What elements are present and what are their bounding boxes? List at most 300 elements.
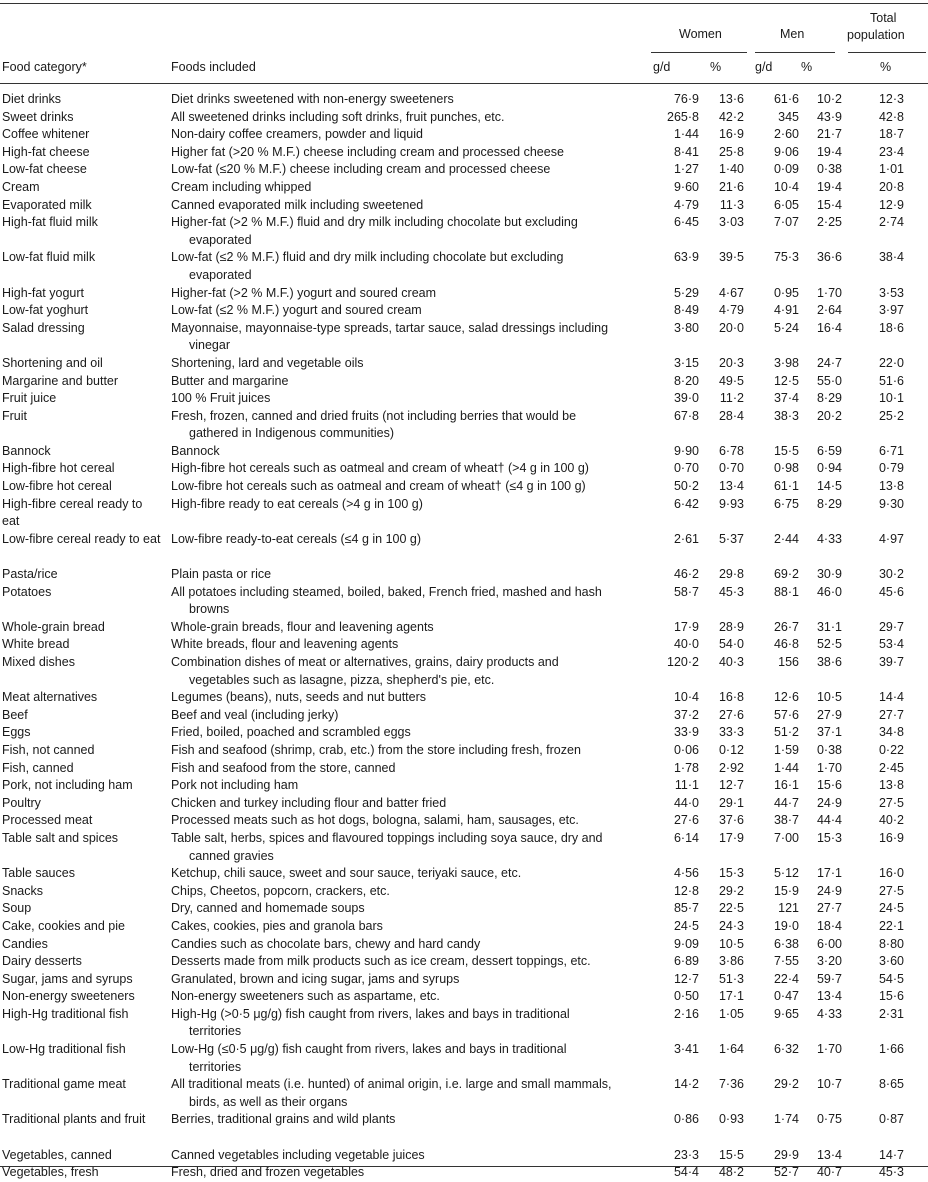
food-category-cell: Eggs [2, 725, 31, 740]
foods-included-line1: Non-energy sweeteners such as aspartame, etc. [171, 989, 440, 1004]
food-category-cell: Low-fat cheese [2, 162, 87, 177]
men-pct-cell: 13·4 [816, 1147, 842, 1162]
table-row [0, 830, 928, 865]
women-pct-cell: 15·3 [718, 866, 744, 881]
total-pct-cell: 51·6 [878, 373, 904, 388]
men-pct-cell: 20·2 [816, 408, 842, 423]
table-row [0, 566, 928, 584]
women-pct-cell: 13·6 [718, 92, 744, 106]
men-pct-cell: 37·1 [816, 725, 842, 740]
foods-included-cell [171, 936, 649, 954]
total-pct-cell: 42·8 [878, 109, 904, 124]
men-gd-cell: 15·5 [773, 443, 799, 458]
men-pct-cell: 15·6 [816, 778, 842, 793]
total-pct-cell: 12·9 [878, 197, 904, 212]
men-pct-cell: 27·9 [816, 707, 842, 722]
header-women-pct: % [710, 60, 722, 74]
foods-included-cell [171, 443, 649, 461]
men-pct-cell: 44·4 [816, 813, 842, 828]
women-gd-cell: 9·90 [673, 443, 699, 458]
women-pct-cell: 40·3 [718, 655, 744, 669]
women-pct-cell: 29·8 [718, 567, 744, 582]
men-gd-cell: 0·95 [773, 285, 799, 300]
table-row [0, 373, 928, 391]
table-row [0, 883, 928, 901]
table-row [0, 971, 928, 989]
total-pct-cell: 25·2 [878, 408, 904, 423]
women-gd-cell: 67·8 [673, 408, 699, 423]
foods-included-cell [171, 1147, 649, 1165]
foods-included-line1: All potatoes including steamed, boiled, baked, French fried, mashed and hash [171, 584, 602, 599]
men-gd-cell: 1·44 [773, 760, 799, 775]
women-gd-cell: 6·42 [673, 496, 699, 511]
women-pct-cell: 20·0 [718, 320, 744, 335]
total-pct-cell: 3·97 [878, 303, 904, 318]
total-pct-cell: 53·4 [878, 637, 904, 652]
women-pct-cell: 1·05 [718, 1006, 744, 1021]
table-row [0, 460, 928, 478]
food-category-cell: Fish, not canned [2, 742, 95, 757]
foods-included-cell [171, 900, 649, 918]
women-pct-cell: 27·6 [718, 707, 744, 722]
women-pct-cell: 16·9 [718, 127, 744, 142]
foods-included-cell [171, 953, 649, 971]
foods-included-line1: Table salt, herbs, spices and flavoured toppings including soya sauce, dry and [171, 830, 603, 845]
header-bottom-rule [0, 83, 928, 84]
table-row [0, 197, 928, 215]
food-category-cell: Non-energy sweeteners [2, 989, 135, 1004]
men-gd-cell: 10·4 [773, 179, 799, 194]
foods-included-cell [171, 408, 649, 443]
women-gd-cell: 50·2 [673, 479, 699, 494]
total-pct-cell: 40·2 [878, 813, 904, 828]
table-top-rule [0, 3, 928, 4]
women-pct-cell: 4·67 [718, 285, 744, 300]
total-pct-cell: 3·60 [878, 954, 904, 969]
foods-included-cell [171, 777, 649, 795]
foods-included-cell [171, 179, 649, 197]
men-gd-cell: 0·47 [773, 989, 799, 1004]
women-gd-cell: 265·8 [667, 109, 699, 124]
table-row [0, 900, 928, 918]
foods-included-cell [171, 285, 649, 303]
total-pct-cell: 38·4 [878, 250, 904, 265]
total-pct-cell: 45·6 [878, 584, 904, 599]
women-gd-cell: 10·4 [673, 690, 699, 705]
men-gd-cell: 2·44 [773, 531, 799, 546]
women-gd-cell: 3·15 [673, 355, 699, 370]
food-category-cell: Vegetables, fresh [2, 1165, 99, 1180]
men-pct-cell: 15·4 [816, 197, 842, 212]
foods-included-cell [171, 390, 649, 408]
women-pct-cell: 21·6 [718, 179, 744, 194]
total-pct-cell: 2·31 [878, 1006, 904, 1021]
women-pct-cell: 22·5 [718, 901, 744, 916]
total-pct-cell: 14·7 [878, 1147, 904, 1162]
table-row [0, 109, 928, 127]
men-pct-cell: 1·70 [816, 1042, 842, 1057]
women-pct-cell: 16·8 [718, 690, 744, 705]
foods-included-line2: evaporated [189, 232, 252, 247]
total-pct-cell: 45·3 [878, 1165, 904, 1180]
women-gd-cell: 2·16 [673, 1006, 699, 1021]
men-pct-cell: 24·9 [816, 795, 842, 810]
men-gd-cell: 7·00 [773, 830, 799, 845]
women-pct-cell: 48·2 [718, 1165, 744, 1180]
foods-included-line1: Fried, boiled, poached and scrambled eggs [171, 725, 411, 740]
foods-included-line1: Low-Hg (≤0·5 μg/g) fish caught from rivers, lakes and bays in traditional [171, 1042, 567, 1057]
table-row [0, 689, 928, 707]
table-row [0, 249, 928, 284]
total-pct-cell: 10·1 [878, 391, 904, 406]
foods-included-cell [171, 496, 649, 514]
women-gd-cell: 3·80 [673, 320, 699, 335]
total-pct-cell: 8·80 [878, 936, 904, 951]
women-gd-cell: 1·44 [673, 127, 699, 142]
foods-included-line2: birds, as well as their organs [189, 1094, 348, 1109]
women-pct-cell: 3·86 [718, 954, 744, 969]
men-gd-cell: 12·5 [773, 373, 799, 388]
women-pct-cell: 13·4 [718, 479, 744, 494]
table-row [0, 1147, 928, 1165]
total-pct-cell: 2·45 [878, 760, 904, 775]
women-gd-cell: 24·5 [673, 918, 699, 933]
food-category-cell: Low-fat fluid milk [2, 250, 96, 265]
women-gd-cell: 1·27 [673, 162, 699, 177]
men-gd-cell: 44·7 [773, 795, 799, 810]
table-row [0, 302, 928, 320]
women-gd-cell: 33·9 [673, 725, 699, 740]
total-pct-cell: 1·66 [878, 1042, 904, 1057]
foods-included-line1: High-Hg (>0·5 μg/g) fish caught from rivers, lakes and bays in traditional [171, 1006, 570, 1021]
women-pct-cell: 28·9 [718, 619, 744, 634]
food-category-cell: High-fat fluid milk [2, 215, 98, 230]
total-pct-cell: 8·65 [878, 1077, 904, 1092]
women-gd-cell: 0·50 [673, 989, 699, 1004]
total-pct-cell: 15·6 [878, 989, 904, 1004]
table-row [0, 478, 928, 496]
men-pct-cell: 59·7 [816, 971, 842, 986]
header-total: Total [870, 11, 897, 25]
total-pct-cell: 23·4 [878, 144, 904, 159]
foods-included-line1: Higher-fat (>2 % M.F.) fluid and dry milk including chocolate but excluding [171, 215, 578, 230]
women-gd-cell: 14·2 [673, 1077, 699, 1092]
foods-included-cell [171, 636, 649, 654]
foods-included-line1: Bannock [171, 443, 220, 458]
table-row [0, 584, 928, 619]
total-pct-cell: 14·4 [878, 690, 904, 705]
foods-included-line1: Shortening, lard and vegetable oils [171, 355, 364, 370]
foods-included-line1: Low-fat (≤2 % M.F.) fluid and dry milk including chocolate but excluding [171, 250, 564, 265]
food-category-cell: Cream [2, 179, 40, 194]
table-row [0, 144, 928, 162]
men-pct-cell: 6·00 [816, 936, 842, 951]
men-gd-cell: 6·32 [773, 1042, 799, 1057]
foods-included-cell [171, 126, 649, 144]
total-pct-cell: 54·5 [878, 971, 904, 986]
table-row [0, 724, 928, 742]
food-category-cell: Diet drinks [2, 92, 62, 106]
foods-included-line2: canned gravies [189, 848, 274, 863]
foods-included-cell [171, 566, 649, 584]
total-pct-cell: 0·22 [878, 742, 904, 757]
men-pct-cell: 55·0 [816, 373, 842, 388]
food-category-cell: Table sauces [2, 866, 75, 881]
food-category-cell: Soup [2, 901, 32, 916]
food-category-cell: Sweet drinks [2, 109, 74, 124]
foods-included-cell [171, 830, 649, 865]
foods-included-line1: Legumes (beans), nuts, seeds and nut butters [171, 690, 427, 705]
women-pct-cell: 29·2 [718, 883, 744, 898]
men-gd-cell: 5·24 [773, 320, 799, 335]
table-row [0, 126, 928, 144]
men-gd-cell: 0·98 [773, 461, 799, 476]
men-pct-cell: 1·70 [816, 285, 842, 300]
table-row [0, 988, 928, 1006]
men-gd-cell: 0·09 [773, 162, 799, 177]
men-pct-cell: 21·7 [816, 127, 842, 142]
total-pct-cell: 27·5 [878, 883, 904, 898]
men-gd-cell: 345 [778, 109, 799, 124]
header-men-pct: % [801, 60, 813, 74]
women-gd-cell: 6·89 [673, 954, 699, 969]
men-pct-cell: 1·70 [816, 760, 842, 775]
food-category-cell: Margarine and butter [2, 373, 119, 388]
food-category-cell: Low-fat yoghurt [2, 303, 89, 318]
table-row [0, 936, 928, 954]
men-pct-cell: 43·9 [816, 109, 842, 124]
food-category-cell: High-fibre hot cereal [2, 461, 115, 476]
foods-included-line1: Canned evaporated milk including sweetened [171, 197, 424, 212]
men-gd-cell: 12·6 [773, 690, 799, 705]
women-gd-cell: 39·0 [673, 391, 699, 406]
food-category-cell: Sugar, jams and syrups [2, 971, 133, 986]
food-category-cell: Coffee whitener [2, 127, 90, 142]
men-gd-cell: 57·6 [773, 707, 799, 722]
table-row [0, 1041, 928, 1076]
table-row [0, 531, 928, 566]
total-pct-cell: 13·8 [878, 479, 904, 494]
women-gd-cell: 0·06 [673, 742, 699, 757]
food-category-cell: Whole-grain bread [2, 619, 105, 634]
foods-included-cell [171, 742, 649, 760]
foods-included-line1: Pork not including ham [171, 778, 299, 793]
men-gd-cell: 6·75 [773, 496, 799, 511]
men-pct-cell: 10·5 [816, 690, 842, 705]
men-pct-cell: 40·7 [816, 1165, 842, 1180]
men-gd-cell: 5·12 [773, 866, 799, 881]
men-gd-cell: 52·7 [773, 1165, 799, 1180]
table-bottom-rule [0, 1166, 928, 1167]
table-row [0, 408, 928, 443]
foods-included-line1: Diet drinks sweetened with non-energy sweeteners [171, 92, 454, 106]
foods-included-line1: Chicken and turkey including flour and batter fried [171, 795, 447, 810]
foods-included-line1: Fish and seafood from the store, canned [171, 760, 396, 775]
men-gd-cell: 3·98 [773, 355, 799, 370]
women-gd-cell: 4·56 [673, 866, 699, 881]
men-pct-cell: 10·7 [816, 1077, 842, 1092]
table-row [0, 320, 928, 355]
table-row [0, 1111, 928, 1146]
men-gd-cell: 121 [778, 901, 799, 916]
men-pct-cell: 8·29 [816, 391, 842, 406]
total-pct-cell: 34·8 [878, 725, 904, 740]
table-row [0, 355, 928, 373]
table-row [0, 654, 928, 689]
women-gd-cell: 12·7 [673, 971, 699, 986]
men-pct-cell: 4·33 [816, 1006, 842, 1021]
table-row [0, 636, 928, 654]
table-row [0, 91, 928, 109]
foods-included-line2: vinegar [189, 338, 230, 353]
table-row [0, 161, 928, 179]
women-pct-cell: 17·9 [718, 830, 744, 845]
total-pct-cell: 0·79 [878, 461, 904, 476]
women-pct-cell: 12·7 [718, 778, 744, 793]
foods-included-cell [171, 1006, 649, 1041]
total-pct-cell: 29·7 [878, 619, 904, 634]
men-pct-cell: 52·5 [816, 637, 842, 652]
foods-included-line1: Granulated, brown and icing sugar, jams and syrups [171, 971, 460, 986]
women-pct-cell: 9·93 [718, 496, 744, 511]
foods-included-line1: Non-dairy coffee creamers, powder and liquid [171, 127, 423, 142]
women-pct-cell: 51·3 [718, 971, 744, 986]
foods-included-cell [171, 531, 649, 549]
foods-included-cell [171, 689, 649, 707]
women-pct-cell: 0·70 [718, 461, 744, 476]
men-gd-cell: 46·8 [773, 637, 799, 652]
foods-included-line1: High-fibre ready to eat cereals (>4 g in 100 g) [171, 496, 423, 511]
header-foods-included: Foods included [171, 60, 256, 74]
foods-included-cell [171, 91, 649, 109]
women-pct-cell: 2·92 [718, 760, 744, 775]
women-pct-cell: 3·03 [718, 215, 744, 230]
women-pct-cell: 11·2 [719, 391, 744, 406]
header-total-pct: % [880, 60, 892, 74]
men-pct-cell: 18·4 [816, 918, 842, 933]
women-gd-cell: 6·45 [673, 215, 699, 230]
men-gd-cell: 38·3 [773, 408, 799, 423]
table-row [0, 285, 928, 303]
table-row [0, 953, 928, 971]
food-category-cell: Traditional game meat [2, 1077, 126, 1092]
women-gd-cell: 27·6 [673, 813, 699, 828]
women-gd-cell: 0·70 [673, 461, 699, 476]
women-pct-cell: 17·1 [718, 989, 744, 1004]
table-body [0, 91, 928, 1182]
women-gd-cell: 85·7 [673, 901, 699, 916]
food-category-cell: Fruit juice [2, 391, 57, 406]
men-pct-cell: 13·4 [816, 989, 842, 1004]
men-gd-cell: 26·7 [773, 619, 799, 634]
total-pct-cell: 18·6 [878, 320, 904, 335]
foods-included-cell [171, 1111, 649, 1129]
header-food-category: Food category* [2, 60, 87, 74]
table-row [0, 214, 928, 249]
food-category-cell: Vegetables, canned [2, 1147, 112, 1162]
total-pct-cell: 27·7 [878, 707, 904, 722]
women-pct-cell: 39·5 [718, 250, 744, 265]
foods-included-cell [171, 1041, 649, 1076]
women-gd-cell: 8·49 [673, 303, 699, 318]
header-women: Women [679, 27, 722, 41]
women-pct-cell: 1·64 [718, 1042, 744, 1057]
food-category-cell: Bannock [2, 443, 51, 458]
foods-included-line1: Low-fat (≤2 % M.F.) yogurt and soured cream [171, 303, 422, 318]
women-pct-cell: 0·93 [718, 1112, 744, 1127]
women-gd-cell: 46·2 [673, 567, 699, 582]
foods-included-line1: Butter and margarine [171, 373, 289, 388]
foods-included-cell [171, 883, 649, 901]
foods-included-cell [171, 109, 649, 127]
total-pct-cell: 18·7 [878, 127, 904, 142]
total-pct-cell: 30·2 [878, 567, 904, 582]
total-pct-cell: 39·7 [878, 655, 904, 669]
women-gd-cell: 54·4 [673, 1165, 699, 1180]
men-gd-cell: 29·2 [773, 1077, 799, 1092]
men-pct-cell: 36·6 [816, 250, 842, 265]
table-row [0, 496, 928, 531]
food-category-cell: Salad dressing [2, 320, 85, 335]
men-gd-cell: 156 [778, 655, 799, 669]
men-pct-cell: 38·6 [816, 655, 842, 669]
men-gd-cell: 19·0 [773, 918, 799, 933]
women-pct-cell: 45·3 [718, 584, 744, 599]
table-row [0, 1006, 928, 1041]
foods-included-line1: Low-fat (≤20 % M.F.) cheese including cream and processed cheese [171, 162, 551, 177]
foods-included-line1: Higher-fat (>2 % M.F.) yogurt and soured cream [171, 285, 437, 300]
table-row [0, 918, 928, 936]
women-pct-cell: 54·0 [718, 637, 744, 652]
men-pct-cell: 17·1 [816, 866, 842, 881]
food-category-cell: Shortening and oil [2, 355, 103, 370]
women-pct-cell: 6·78 [718, 443, 744, 458]
men-gd-cell: 6·38 [773, 936, 799, 951]
men-pct-cell: 31·1 [816, 619, 842, 634]
food-category-cell: High-fat cheese [2, 144, 90, 159]
women-pct-cell: 5·37 [718, 531, 744, 546]
table-row [0, 443, 928, 461]
foods-included-line2: browns [189, 602, 230, 617]
foods-included-cell [171, 619, 649, 637]
men-pct-cell: 0·38 [816, 742, 842, 757]
men-pct-cell: 3·20 [816, 954, 842, 969]
foods-included-cell [171, 760, 649, 778]
food-category-cell: Poultry [2, 795, 41, 810]
total-pct-cell: 16·0 [878, 866, 904, 881]
men-pct-cell: 24·7 [816, 355, 842, 370]
header-population: population [847, 28, 905, 42]
women-pct-cell: 1·40 [718, 162, 744, 177]
women-gd-cell: 5·29 [673, 285, 699, 300]
header-men: Men [780, 27, 805, 41]
foods-included-cell [171, 302, 649, 320]
foods-included-line1: Plain pasta or rice [171, 567, 272, 582]
foods-included-line1: Low-fibre ready-to-eat cereals (≤4 g in 100 g) [171, 531, 422, 546]
men-gd-cell: 7·55 [773, 954, 799, 969]
food-category-cell: Pork, not including ham [2, 778, 133, 793]
men-gd-cell: 61·1 [773, 479, 799, 494]
food-category-cell: Low-fibre cereal ready to eat [2, 531, 161, 546]
foods-included-line1: Berries, traditional grains and wild plants [171, 1112, 396, 1127]
food-category-cell: Fish, canned [2, 760, 74, 775]
women-pct-cell: 4·79 [718, 303, 744, 318]
foods-included-line1: Candies such as chocolate bars, chewy and hard candy [171, 936, 481, 951]
women-gd-cell: 40·0 [673, 637, 699, 652]
men-pct-cell: 30·9 [816, 567, 842, 582]
men-gd-cell: 61·6 [773, 92, 799, 106]
men-gd-cell: 29·9 [773, 1147, 799, 1162]
